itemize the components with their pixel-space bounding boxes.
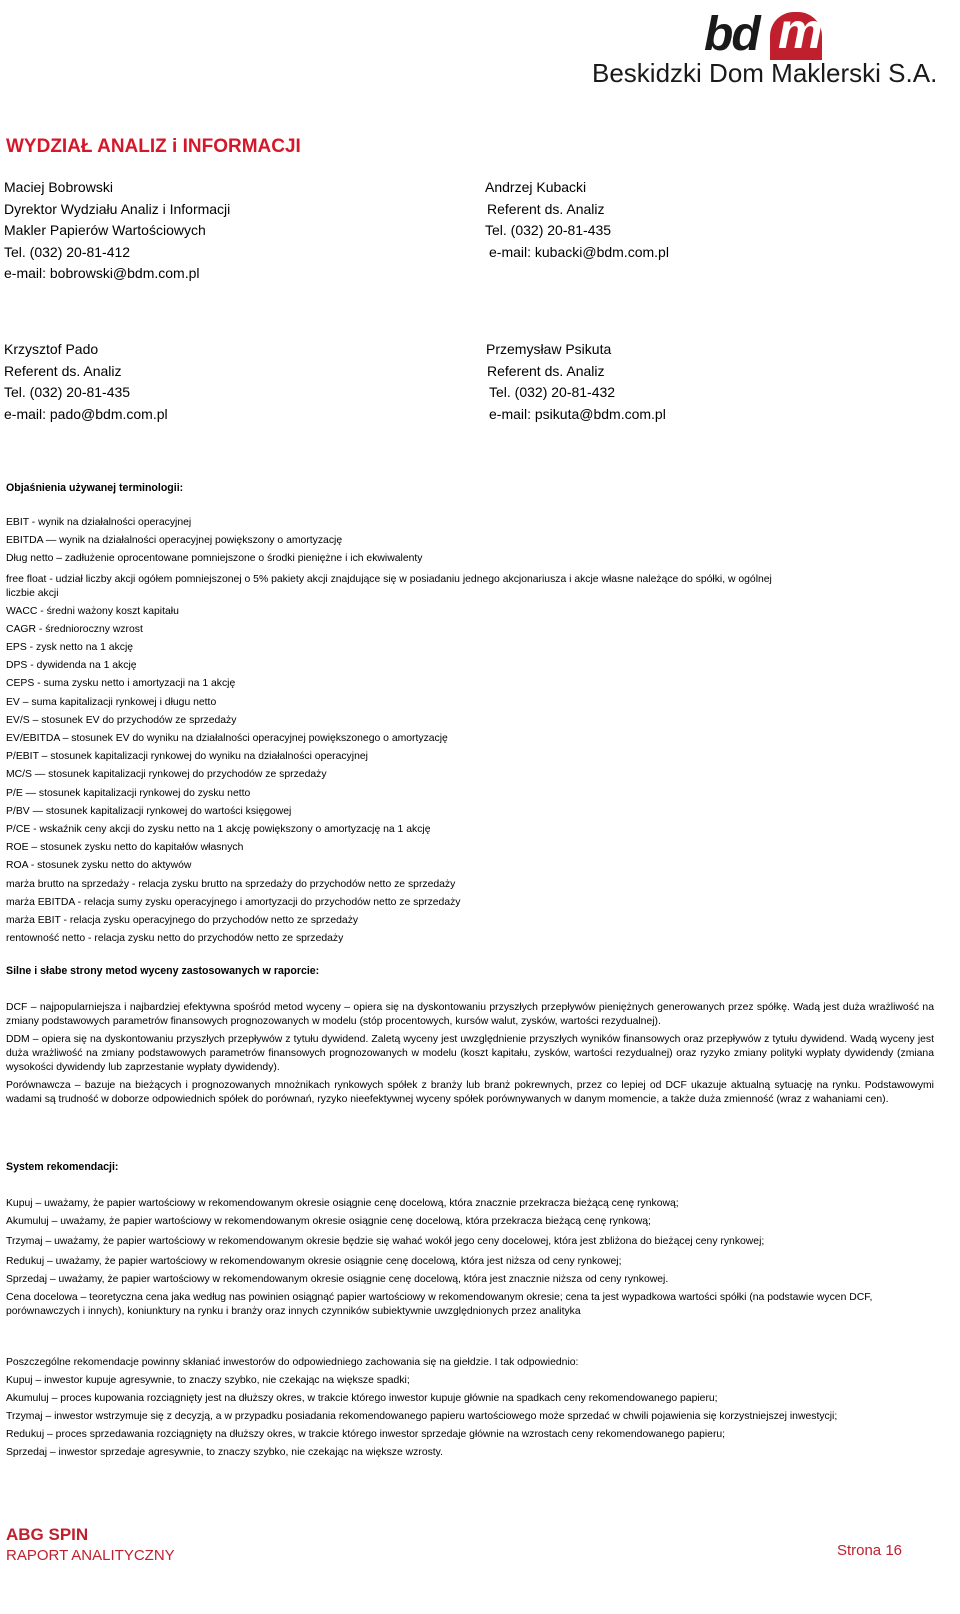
contact-email[interactable]: e-mail: psikuta@bdm.com.pl	[489, 405, 666, 422]
company-name: Beskidzki Dom Maklerski S.A.	[592, 58, 938, 88]
contact-email[interactable]: e-mail: bobrowski@bdm.com.pl	[4, 265, 200, 282]
recommendations-list	[6, 1197, 934, 1323]
target-price-definition: Cena docelowa – teoretyczna cena jaka według nas powinien osiągnąć papier wartościowy w rekomendowanym okresie; cena ta jest wypadkowa wartości spółki (na podstawie wycen DCF, porównawczych i innych), koniunktury na rynku i branży oraz innych czynników subiektywnie uwzględnionych przez analityka	[6, 1292, 873, 1317]
rec-item: Trzymaj – uważamy, że papier wartościowy w rekomendowanym okresie będzie się wahać wokół jego ceny docelowej, która jest zbliżona do bieżącej ceny rynkowej;	[6, 1236, 765, 1247]
contact-name: Krzysztof Pado	[4, 341, 99, 357]
section-title: WYDZIAŁ ANALIZ i INFORMACJI	[6, 136, 301, 157]
term-item: DPS - dywidenda na 1 akcję	[6, 660, 137, 672]
contact-bobrowski	[4, 177, 230, 285]
contact-name: Andrzej Kubacki	[485, 179, 587, 195]
term-item: EPS - zysk netto na 1 akcję	[6, 642, 134, 654]
footer-company: ABG SPIN	[6, 1525, 89, 1544]
term-item: free float - udział liczby akcji ogółem pomniejszonej o 5% pakiety akcji znajdujące się w posiadaniu jednego akcjonariusza i akcje własne należące do spółki, w ogólnej	[6, 573, 772, 585]
page-number: Strona 16	[836, 1542, 902, 1559]
contact-phone: Tel. (032) 20-81-435	[485, 222, 612, 239]
contact-phone: Tel. (032) 20-81-412	[4, 243, 131, 260]
contact-email[interactable]: e-mail: kubacki@bdm.com.pl	[489, 243, 669, 260]
contact-role: Referent ds. Analiz	[487, 200, 605, 217]
rec-item: Redukuj – uważamy, że papier wartościowy w rekomendowanym okresie osiągnie cenę docelową, która jest niższa od ceny rynkowej;	[6, 1256, 622, 1267]
term-item: EV/S – stosunek EV do przychodów ze sprzedaży	[6, 714, 237, 726]
methods-heading: Silne i słabe strony metod wyceny zastosowanych w raporcie:	[6, 965, 320, 977]
recommendations-heading: System rekomendacji:	[6, 1161, 119, 1173]
behavior-intro: Poszczególne rekomendacje powinny skłaniać inwestorów do odpowiedniego zachowania się na giełdzie. I tak odpowiednio:	[6, 1357, 579, 1368]
contact-role: Referent ds. Analiz	[487, 362, 605, 379]
term-item: WACC - średni ważony koszt kapitału	[6, 605, 179, 617]
contact-role: Makler Papierów Wartościowych	[4, 222, 206, 239]
term-item-continued: liczbie akcji	[6, 587, 59, 599]
term-item: EBIT - wynik na działalności operacyjnej	[6, 517, 192, 528]
term-item: P/BV — stosunek kapitalizacji rynkowej do wartości księgowej	[6, 805, 292, 817]
footer-report-info	[6, 1524, 175, 1566]
term-item: CEPS - suma zysku netto i amortyzacji na 1 akcję	[6, 678, 236, 690]
method-dcf: DCF – najpopularniejsza i najbardziej efektywna spośród metod wyceny – opiera się na dyskontowaniu przyszłych przepływów pieniężnych generowanych przez spółkę. Wadą jest duża wrażliwość na zmiany podstawowych parametrów finansowych prognozowanych w modelu (stóp procentowych, kursów walut, zysków, wartości rezydualnej).	[6, 1002, 934, 1027]
rec-item: Kupuj – uważamy, że papier wartościowy w rekomendowanym okresie osiągnie cenę docelową, która znacznie przekracza bieżącą cenę rynkową;	[6, 1198, 679, 1209]
contact-kubacki	[485, 177, 669, 263]
logo-mark-bd: bd	[704, 8, 759, 61]
term-item: marża EBITDA - relacja sumy zysku operacyjnego i amortyzacji do przychodów netto ze sprzedaży	[6, 896, 461, 908]
contact-phone: Tel. (032) 20-81-435	[4, 384, 131, 401]
contact-name: Maciej Bobrowski	[4, 179, 113, 195]
terminology-list	[6, 514, 934, 948]
term-item: EV – suma kapitalizacji rynkowej i długu netto	[6, 696, 217, 708]
contact-email[interactable]: e-mail: pado@bdm.com.pl	[4, 405, 168, 422]
footer-report-type: RAPORT ANALITYCZNY	[6, 1547, 175, 1564]
method-comparative: Porównawcza – bazuje na bieżących i prognozowanych mnożnikach rynkowych spółek z branży lub branż pokrewnych, przez co lepiej od DCF ukazuje aktualną sytuację na rynku. Podstawowymi wadami są trudność w doborze odpowiednich spółek do porównań, ryzyko nieefektywnej wyceny spółek porównywanych w danym momencie, a także duża zmienność (wraz z wahaniami cen).	[6, 1080, 934, 1105]
methods-section	[6, 1001, 934, 1111]
term-item: EBITDA — wynik na działalności operacyjnej powiększony o amortyzację	[6, 535, 343, 547]
term-item: ROE – stosunek zysku netto do kapitałów własnych	[6, 842, 244, 854]
behavior-item: Kupuj – inwestor kupuje agresywnie, to znaczy szybko, nie czekając na większe spadki;	[6, 1375, 410, 1386]
contact-name: Przemysław Psikuta	[486, 341, 612, 357]
rec-item: Akumuluj – uważamy, że papier wartościowy w rekomendowanym okresie osiągnie cenę docelową, która przekracza bieżącą cenę rynkową;	[6, 1216, 651, 1227]
term-item: ROA - stosunek zysku netto do aktywów	[6, 860, 192, 872]
term-item: MC/S — stosunek kapitalizacji rynkowej do przychodów ze sprzedaży	[6, 769, 327, 781]
term-item: Dług netto – zadłużenie oprocentowane pomniejszone o środki pieniężne i ich ekwiwalenty	[6, 553, 423, 565]
behavior-item: Akumuluj – proces kupowania rozciągnięty jest na dłuższy okres, w trakcie którego inwestor kupuje głównie na spadkach ceny rekomendowanego papieru;	[6, 1393, 718, 1404]
logo-mark-m: m	[770, 12, 822, 60]
method-ddm: DDM – opiera się na dyskontowaniu przyszłych przepływów z tytułu dywidend. Zaletą wyceny jest uwzględnienie przyszłych wyników finansowych oraz przepływów z tytułu dywidend. Wadą wyceny jest duża wrażliwość na zmiany podstawowych parametrów finansowych prognozowanych w modelu (koszt kapitału, zysków, wartości rezydualnej) oraz ryzyko zmiany polityki wypłaty dywidendy (zmiana wysokości dywidendy lub zaprzestanie wypłaty dywidendy).	[6, 1034, 934, 1073]
behavior-item: Trzymaj – inwestor wstrzymuje się z decyzją, a w przypadku posiadania rekomendowanego papieru wartościowego może sprzedać w chwili pojawienia się korzystniejszej inwestycji;	[6, 1411, 838, 1422]
term-item: EV/EBITDA – stosunek EV do wyniku na działalności operacyjnej powiększonego o amortyzację	[6, 733, 448, 745]
company-logo	[592, 3, 938, 92]
term-item: marża brutto na sprzedaży - relacja zysku brutto na sprzedaży do przychodów netto ze sprzedaży	[6, 878, 456, 890]
behavior-item: Redukuj – proces sprzedawania rozciągnięty na dłuższy okres, w trakcie którego inwestor sprzedaje głównie na wzrostach ceny rekomendowanego papieru;	[6, 1429, 726, 1440]
term-item: CAGR - średnioroczny wzrost	[6, 623, 143, 635]
terminology-heading: Objaśnienia używanej terminologii:	[6, 482, 184, 494]
term-item: P/CE - wskaźnik ceny akcji do zysku netto na 1 akcję powiększony o amortyzację na 1 akcję	[6, 824, 431, 836]
investor-behavior-list	[6, 1356, 934, 1464]
term-item: P/EBIT – stosunek kapitalizacji rynkowej do wyniku na działalności operacyjnej	[6, 751, 368, 763]
term-item: marża EBIT - relacja zysku operacyjnego do przychodów netto ze sprzedaży	[6, 915, 359, 927]
contact-phone: Tel. (032) 20-81-432	[489, 384, 616, 401]
behavior-item: Sprzedaj – inwestor sprzedaje agresywnie, to znaczy szybko, nie czekając na większe wzrosty.	[6, 1447, 443, 1458]
contact-role: Dyrektor Wydziału Analiz i Informacji	[4, 200, 231, 217]
contact-role: Referent ds. Analiz	[4, 362, 122, 379]
term-item: P/E — stosunek kapitalizacji rynkowej do zysku netto	[6, 787, 251, 799]
contact-psikuta	[486, 339, 666, 425]
rec-item: Sprzedaj – uważamy, że papier wartościowy w rekomendowanym okresie osiągnie cenę docelową, która jest znacznie niższa od ceny rynkowej.	[6, 1274, 669, 1285]
contact-pado	[4, 339, 168, 425]
term-item: rentowność netto - relacja zysku netto do przychodów netto ze sprzedaży	[6, 933, 344, 945]
